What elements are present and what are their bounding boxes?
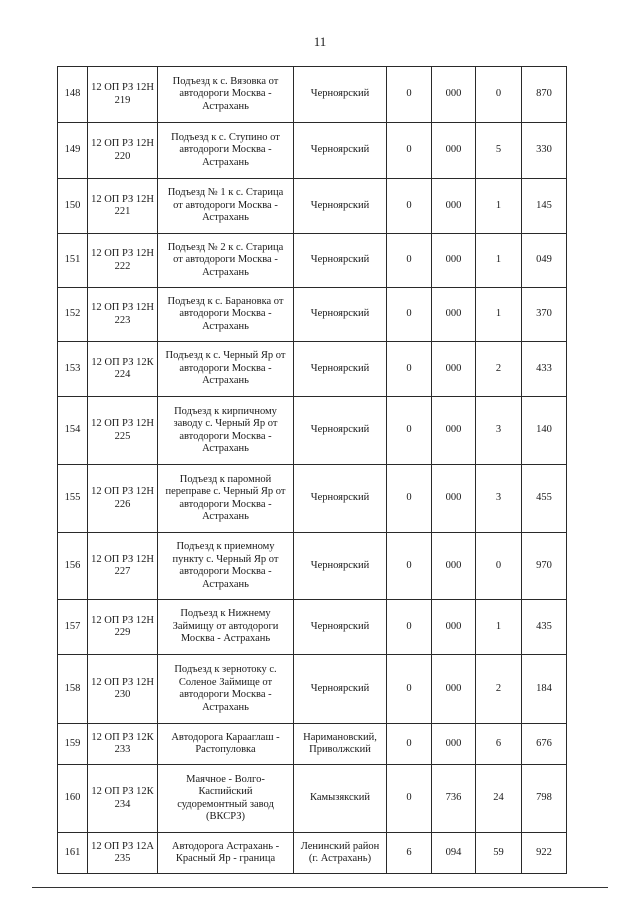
start-m: 000: [432, 123, 476, 179]
road-name: Подъезд к с. Барановка от автодороги Москва - Астрахань: [158, 288, 294, 342]
district: Черноярский: [294, 465, 387, 533]
district: Черноярский: [294, 234, 387, 288]
end-km: 59: [476, 833, 522, 874]
end-m: 145: [522, 179, 567, 234]
start-km: 0: [387, 533, 432, 600]
table-row: [58, 342, 567, 397]
end-km: 3: [476, 397, 522, 465]
end-m: 798: [522, 765, 567, 833]
road-code: 12 ОП РЗ 12К 233: [88, 724, 158, 765]
end-m: 922: [522, 833, 567, 874]
table-row: [58, 724, 567, 765]
start-m: 000: [432, 533, 476, 600]
end-m: 330: [522, 123, 567, 179]
district: Черноярский: [294, 533, 387, 600]
end-km: 0: [476, 533, 522, 600]
road-code: 12 ОП РЗ 12Н 227: [88, 533, 158, 600]
road-code: 12 ОП РЗ 12К 234: [88, 765, 158, 833]
end-km: 5: [476, 123, 522, 179]
end-m: 049: [522, 234, 567, 288]
road-name: Маячное - Волго- Каспийский судоремонтный завод (ВКСРЗ): [158, 765, 294, 833]
start-km: 0: [387, 397, 432, 465]
row-number: 157: [58, 600, 88, 655]
road-name: Подъезд к зернотоку с. Соленое Займище от автодороги Москва - Астрахань: [158, 655, 294, 724]
end-m: 970: [522, 533, 567, 600]
table-row: [58, 600, 567, 655]
district: Черноярский: [294, 288, 387, 342]
end-km: 6: [476, 724, 522, 765]
start-km: 0: [387, 600, 432, 655]
end-km: 2: [476, 342, 522, 397]
row-number: 159: [58, 724, 88, 765]
road-name: Подъезд к кирпичному заводу с. Черный Яр от автодороги Москва - Астрахань: [158, 397, 294, 465]
table-row: [58, 465, 567, 533]
road-name: Подъезд к с. Черный Яр от автодороги Москва - Астрахань: [158, 342, 294, 397]
start-km: 0: [387, 342, 432, 397]
road-code: 12 ОП РЗ 12Н 223: [88, 288, 158, 342]
district: Черноярский: [294, 123, 387, 179]
road-code: 12 ОП РЗ 12Н 219: [88, 67, 158, 123]
road-code: 12 ОП РЗ 12А 235: [88, 833, 158, 874]
start-km: 0: [387, 724, 432, 765]
table-row: [58, 655, 567, 724]
start-m: 000: [432, 67, 476, 123]
end-m: 370: [522, 288, 567, 342]
end-m: 140: [522, 397, 567, 465]
row-number: 151: [58, 234, 88, 288]
end-m: 435: [522, 600, 567, 655]
table-row: [58, 833, 567, 874]
row-number: 148: [58, 67, 88, 123]
end-km: 2: [476, 655, 522, 724]
road-name: Подъезд к с. Вязовка от автодороги Москва - Астрахань: [158, 67, 294, 123]
start-km: 0: [387, 123, 432, 179]
table-row: [58, 765, 567, 833]
start-km: 6: [387, 833, 432, 874]
start-km: 0: [387, 67, 432, 123]
end-km: 1: [476, 179, 522, 234]
road-name: Подъезд к паромной переправе с. Черный Яр от автодороги Москва - Астрахань: [158, 465, 294, 533]
district: Черноярский: [294, 655, 387, 724]
road-code: 12 ОП РЗ 12Н 226: [88, 465, 158, 533]
start-km: 0: [387, 234, 432, 288]
table-row: [58, 288, 567, 342]
row-number: 152: [58, 288, 88, 342]
page-number: 11: [313, 34, 327, 49]
start-km: 0: [387, 179, 432, 234]
district: Черноярский: [294, 179, 387, 234]
end-km: 3: [476, 465, 522, 533]
end-m: 433: [522, 342, 567, 397]
page-bottom-rule: [32, 887, 608, 888]
road-name: Подъезд к с. Ступино от автодороги Москва - Астрахань: [158, 123, 294, 179]
start-m: 000: [432, 397, 476, 465]
table-row: [58, 123, 567, 179]
district: Черноярский: [294, 397, 387, 465]
row-number: 154: [58, 397, 88, 465]
road-name: Подъезд № 1 к с. Старица от автодороги Москва - Астрахань: [158, 179, 294, 234]
start-m: 736: [432, 765, 476, 833]
road-name: Подъезд № 2 к с. Старица от автодороги Москва - Астрахань: [158, 234, 294, 288]
table-row: [58, 234, 567, 288]
row-number: 158: [58, 655, 88, 724]
row-number: 156: [58, 533, 88, 600]
table-row: [58, 67, 567, 123]
row-number: 149: [58, 123, 88, 179]
row-number: 155: [58, 465, 88, 533]
road-code: 12 ОП РЗ 12Н 220: [88, 123, 158, 179]
end-km: 24: [476, 765, 522, 833]
row-number: 153: [58, 342, 88, 397]
start-m: 094: [432, 833, 476, 874]
start-m: 000: [432, 342, 476, 397]
start-m: 000: [432, 600, 476, 655]
row-number: 160: [58, 765, 88, 833]
end-m: 455: [522, 465, 567, 533]
start-m: 000: [432, 655, 476, 724]
road-name: Подъезд к приемному пункту с. Черный Яр от автодороги Москва - Астрахань: [158, 533, 294, 600]
road-code: 12 ОП РЗ 12К 224: [88, 342, 158, 397]
road-code: 12 ОП РЗ 12Н 225: [88, 397, 158, 465]
road-code: 12 ОП РЗ 12Н 222: [88, 234, 158, 288]
end-km: 1: [476, 234, 522, 288]
end-km: 1: [476, 600, 522, 655]
table-row: [58, 397, 567, 465]
start-km: 0: [387, 765, 432, 833]
road-registry-table: [57, 66, 567, 874]
start-km: 0: [387, 288, 432, 342]
road-name: Автодорога Астрахань - Красный Яр - граница: [158, 833, 294, 874]
end-m: 184: [522, 655, 567, 724]
start-m: 000: [432, 288, 476, 342]
start-m: 000: [432, 179, 476, 234]
road-code: 12 ОП РЗ 12Н 230: [88, 655, 158, 724]
row-number: 161: [58, 833, 88, 874]
start-m: 000: [432, 724, 476, 765]
table-row: [58, 179, 567, 234]
district: Черноярский: [294, 342, 387, 397]
district: Камызякский: [294, 765, 387, 833]
end-m: 870: [522, 67, 567, 123]
table-row: [58, 533, 567, 600]
district: Черноярский: [294, 600, 387, 655]
district: Ленинский район (г. Астрахань): [294, 833, 387, 874]
road-code: 12 ОП РЗ 12Н 229: [88, 600, 158, 655]
end-km: 1: [476, 288, 522, 342]
end-m: 676: [522, 724, 567, 765]
road-code: 12 ОП РЗ 12Н 221: [88, 179, 158, 234]
district: Наримановский, Приволжский: [294, 724, 387, 765]
start-m: 000: [432, 465, 476, 533]
start-km: 0: [387, 655, 432, 724]
start-m: 000: [432, 234, 476, 288]
start-km: 0: [387, 465, 432, 533]
district: Черноярский: [294, 67, 387, 123]
end-km: 0: [476, 67, 522, 123]
road-name: Подъезд к Нижнему Займищу от автодороги Москва - Астрахань: [158, 600, 294, 655]
row-number: 150: [58, 179, 88, 234]
road-name: Автодорога Карааглаш - Растопуловка: [158, 724, 294, 765]
